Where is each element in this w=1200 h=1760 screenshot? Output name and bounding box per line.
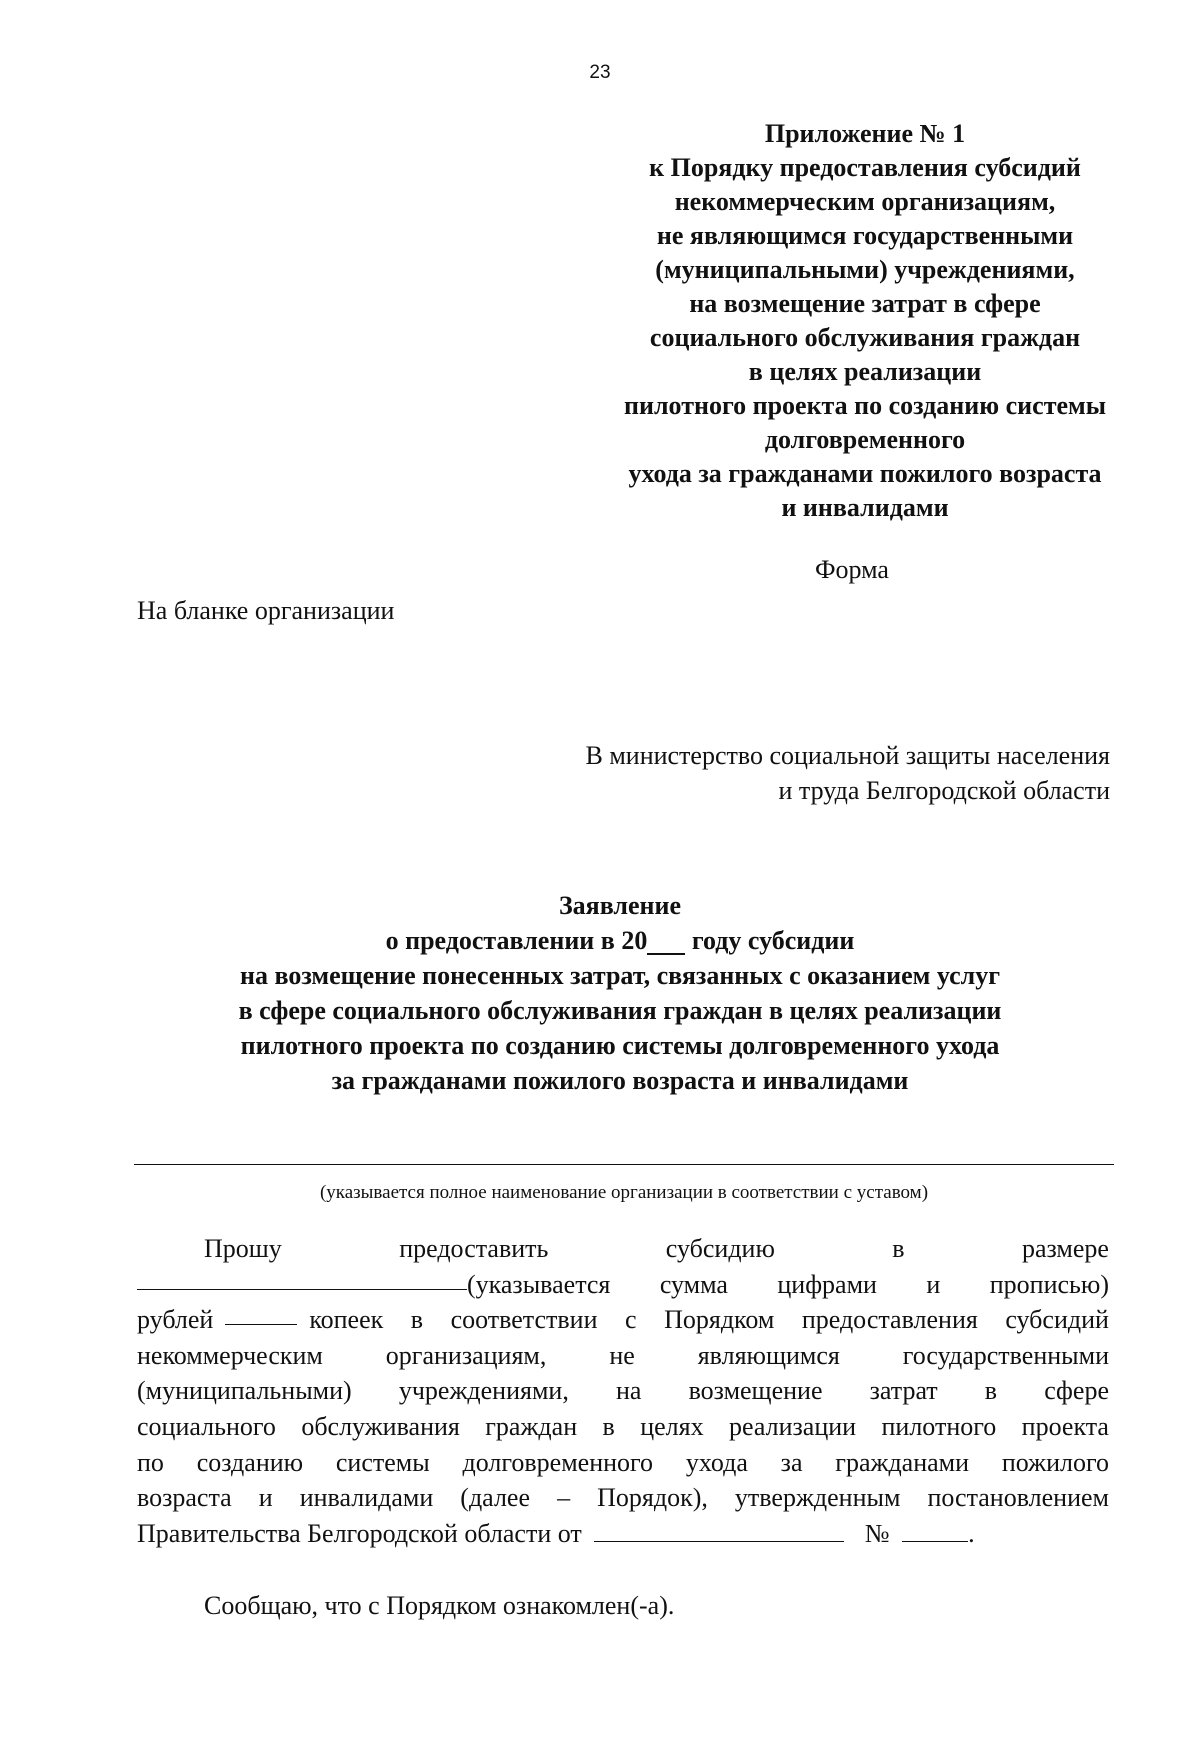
appendix-line: в целях реализации <box>748 357 982 386</box>
kopecks-blank[interactable] <box>225 1302 297 1325</box>
word: в <box>984 1376 998 1406</box>
word: созданию <box>196 1447 304 1477</box>
word: обслуживания <box>301 1411 460 1441</box>
word: ухода <box>685 1447 748 1477</box>
word: организациям, <box>385 1340 547 1370</box>
resolution-period: . <box>968 1518 975 1548</box>
body-line-2 <box>137 1267 1109 1303</box>
amount-hint <box>467 1267 1109 1303</box>
statement-year-line <box>100 923 1140 958</box>
addressee-line-2: и труда Белгородской области <box>778 776 1110 805</box>
word: с <box>625 1305 637 1335</box>
word: в <box>892 1234 905 1263</box>
word: реализации <box>729 1411 857 1441</box>
statement-title-block <box>100 888 1140 1098</box>
appendix-line: и инвалидами <box>781 493 949 522</box>
word: и <box>926 1269 941 1299</box>
body-line-1 <box>137 1231 1109 1267</box>
word: социального <box>137 1411 276 1441</box>
body-line-3-rest <box>309 1302 1109 1338</box>
appendix-line: ухода за гражданами пожилого возраста <box>628 459 1102 488</box>
word: и <box>258 1483 273 1513</box>
request-paragraph <box>137 1231 1109 1551</box>
word: соответствии <box>450 1305 598 1335</box>
org-name-caption: (указывается полное наименование организации в соответствии с уставом) <box>319 1182 929 1203</box>
page-number: 23 <box>589 62 611 83</box>
word: не <box>609 1340 635 1370</box>
body-line-8 <box>137 1480 1109 1516</box>
word: государственными <box>902 1340 1109 1370</box>
appendix-line: Приложение № 1 <box>764 119 966 148</box>
resolution-number-blank[interactable] <box>902 1519 968 1542</box>
word: Прошу <box>204 1234 282 1263</box>
word: долговременного <box>462 1447 654 1477</box>
body-line-9 <box>137 1516 1109 1552</box>
word: граждан <box>485 1411 578 1441</box>
word: постановлением <box>927 1483 1109 1513</box>
word: прописью) <box>989 1269 1109 1299</box>
word: (указывается <box>467 1269 611 1299</box>
word: по <box>137 1447 164 1477</box>
word: – <box>557 1483 571 1513</box>
statement-year-suffix: году субсидии <box>685 926 855 955</box>
word: пилотного <box>881 1411 997 1441</box>
appendix-header <box>565 117 1165 525</box>
word: некоммерческим <box>137 1340 323 1370</box>
word: целях <box>640 1411 704 1441</box>
appendix-line: на возмещение затрат в сфере <box>689 289 1041 318</box>
appendix-line: социального обслуживания граждан <box>649 323 1081 352</box>
body-line-3 <box>137 1302 1109 1338</box>
letterhead-note: На бланке организации <box>137 596 395 625</box>
body-line-7 <box>137 1445 1109 1481</box>
word: сфере <box>1044 1376 1109 1406</box>
word: копеек <box>309 1305 384 1335</box>
word: гражданами <box>835 1447 970 1477</box>
body-line-4 <box>137 1338 1109 1374</box>
resolution-date-blank[interactable] <box>594 1519 844 1542</box>
word: на <box>615 1376 642 1406</box>
word: Порядком <box>664 1305 775 1335</box>
appendix-line: не являющимся государственными <box>656 221 1074 250</box>
appendix-line: (муниципальными) учреждениями, <box>655 255 1075 284</box>
rubles-label: рублей <box>137 1305 214 1335</box>
appendix-line: долговременного <box>764 425 966 454</box>
word: субсидию <box>665 1234 775 1263</box>
word: являющимся <box>697 1340 840 1370</box>
word: предоставления <box>801 1305 978 1335</box>
word: (муниципальными) <box>137 1376 352 1406</box>
body-line-6 <box>137 1409 1109 1445</box>
resolution-prefix: Правительства Белгородской области от <box>137 1518 582 1548</box>
word: сумма <box>659 1269 728 1299</box>
year-blank[interactable] <box>647 929 685 955</box>
addressee-block <box>480 738 1110 808</box>
word: цифрами <box>777 1269 877 1299</box>
body-line-5 <box>137 1373 1109 1409</box>
word: затрат <box>869 1376 938 1406</box>
word: Порядок), <box>597 1483 708 1513</box>
word: утвержденным <box>734 1483 901 1513</box>
statement-line-3: на возмещение понесенных затрат, связанных с оказанием услуг <box>239 961 1001 990</box>
org-name-blank-line[interactable] <box>134 1164 1114 1165</box>
statement-line-5: пилотного проекта по созданию системы долговременного ухода <box>240 1031 1000 1060</box>
appendix-line: к Порядку предоставления субсидий <box>649 153 1081 182</box>
word: субсидий <box>1005 1305 1109 1335</box>
amount-blank[interactable] <box>137 1267 467 1290</box>
appendix-line: некоммерческим организациям, <box>674 187 1056 216</box>
addressee-line-1: В министерство социальной защиты населения <box>585 741 1110 770</box>
word: за <box>780 1447 803 1477</box>
statement-line-4: в сфере социального обслуживания граждан в целях реализации <box>238 996 1002 1025</box>
word: размере <box>1021 1234 1109 1263</box>
appendix-line: пилотного проекта по созданию системы <box>623 391 1107 420</box>
word: возраста <box>137 1483 232 1513</box>
word: (далее <box>460 1483 531 1513</box>
word: возмещение <box>688 1376 823 1406</box>
word: системы <box>335 1447 430 1477</box>
acknowledgement-notice: Сообщаю, что с Порядком ознакомлен(-а). <box>204 1591 675 1620</box>
statement-year-prefix: о предоставлении в 20 <box>385 926 648 955</box>
word: пожилого <box>1001 1447 1109 1477</box>
word: предоставить <box>399 1234 549 1263</box>
statement-line-6: за гражданами пожилого возраста и инвалидами <box>331 1066 909 1095</box>
resolution-number-sign: № <box>864 1518 890 1548</box>
word: в <box>410 1305 424 1335</box>
word: инвалидами <box>299 1483 434 1513</box>
word: проекта <box>1021 1411 1109 1441</box>
word: в <box>602 1411 615 1441</box>
word: учреждениями, <box>398 1376 569 1406</box>
statement-title: Заявление <box>558 891 682 920</box>
form-label: Форма <box>815 555 889 584</box>
